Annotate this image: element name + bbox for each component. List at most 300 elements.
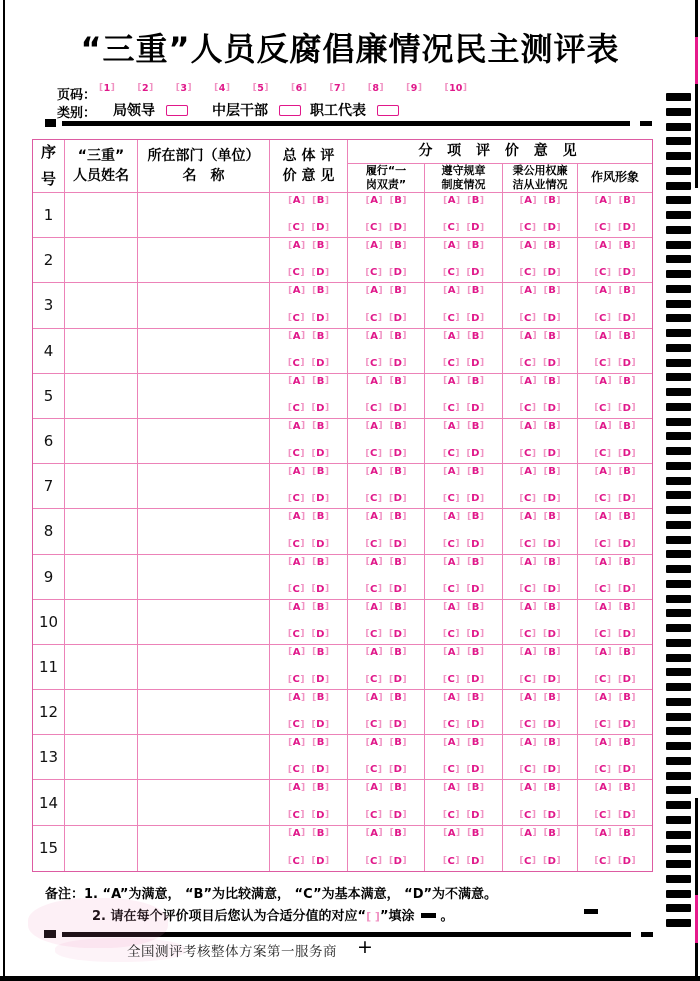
bubble-option-B[interactable]	[544, 648, 561, 658]
bubble-option-D[interactable]	[543, 449, 561, 459]
bubble-option-C[interactable]	[288, 857, 305, 867]
bubble-option-B[interactable]	[312, 512, 329, 522]
bubble-option-A[interactable]	[288, 422, 305, 432]
bubble-option-D[interactable]	[618, 857, 636, 867]
bubble-option-C[interactable]	[365, 314, 382, 324]
bubble-option-B[interactable]	[390, 648, 407, 658]
bubble-option-D[interactable]	[543, 720, 561, 730]
bubble-option-B[interactable]	[312, 241, 329, 251]
bubble-option-D[interactable]	[543, 585, 561, 595]
person-name-cell[interactable]	[65, 645, 138, 690]
bubble-option-D[interactable]	[543, 811, 561, 821]
bubble-option-D[interactable]	[467, 720, 485, 730]
bubble-option-B[interactable]	[544, 829, 561, 839]
bubble-option-D[interactable]	[389, 268, 407, 278]
page-bubble-6[interactable]	[291, 84, 307, 94]
bubble-option-C[interactable]	[443, 630, 460, 640]
bubble-option-A[interactable]	[366, 286, 383, 296]
person-name-cell[interactable]	[65, 464, 138, 509]
bubble-option-D[interactable]	[389, 359, 407, 369]
bubble-option-A[interactable]	[288, 558, 305, 568]
bubble-option-A[interactable]	[443, 332, 460, 342]
bubble-option-B[interactable]	[619, 196, 636, 206]
bubble-option-A[interactable]	[366, 829, 383, 839]
page-bubble-1[interactable]	[99, 84, 115, 94]
bubble-option-A[interactable]	[366, 377, 383, 387]
bubble-option-D[interactable]	[467, 314, 485, 324]
person-name-cell[interactable]	[65, 600, 138, 645]
bubble-option-C[interactable]	[365, 540, 382, 550]
bubble-option-D[interactable]	[389, 314, 407, 324]
bubble-option-A[interactable]	[595, 783, 612, 793]
bubble-option-B[interactable]	[544, 558, 561, 568]
bubble-option-A[interactable]	[520, 738, 537, 748]
bubble-option-C[interactable]	[594, 585, 611, 595]
bubble-option-A[interactable]	[595, 558, 612, 568]
bubble-option-C[interactable]	[288, 494, 305, 504]
bubble-option-C[interactable]	[519, 857, 536, 867]
category-option-bubble[interactable]	[377, 105, 399, 116]
bubble-option-D[interactable]	[543, 765, 561, 775]
bubble-option-C[interactable]	[594, 494, 611, 504]
bubble-option-D[interactable]	[543, 857, 561, 867]
bubble-option-A[interactable]	[443, 783, 460, 793]
bubble-option-A[interactable]	[595, 332, 612, 342]
bubble-option-D[interactable]	[389, 449, 407, 459]
bubble-option-B[interactable]	[312, 422, 329, 432]
bubble-option-B[interactable]	[544, 241, 561, 251]
bubble-option-A[interactable]	[366, 648, 383, 658]
bubble-option-A[interactable]	[595, 196, 612, 206]
bubble-option-B[interactable]	[312, 693, 329, 703]
bubble-option-D[interactable]	[312, 404, 330, 414]
page-bubble-9[interactable]	[406, 84, 422, 94]
bubble-option-A[interactable]	[595, 422, 612, 432]
bubble-option-D[interactable]	[543, 675, 561, 685]
bubble-option-A[interactable]	[366, 693, 383, 703]
bubble-option-A[interactable]	[520, 783, 537, 793]
bubble-option-B[interactable]	[467, 738, 484, 748]
bubble-option-C[interactable]	[288, 314, 305, 324]
bubble-option-A[interactable]	[443, 377, 460, 387]
bubble-option-C[interactable]	[365, 404, 382, 414]
bubble-option-D[interactable]	[312, 720, 330, 730]
bubble-option-C[interactable]	[288, 223, 305, 233]
bubble-option-D[interactable]	[467, 857, 485, 867]
bubble-option-B[interactable]	[312, 648, 329, 658]
bubble-option-C[interactable]	[288, 765, 305, 775]
page-bubble-3[interactable]	[176, 84, 192, 94]
person-name-cell[interactable]	[65, 509, 138, 554]
bubble-option-A[interactable]	[520, 467, 537, 477]
bubble-option-B[interactable]	[390, 286, 407, 296]
bubble-option-A[interactable]	[520, 558, 537, 568]
bubble-option-B[interactable]	[544, 603, 561, 613]
bubble-option-A[interactable]	[443, 422, 460, 432]
bubble-option-D[interactable]	[312, 857, 330, 867]
page-bubble-7[interactable]	[329, 84, 345, 94]
bubble-option-B[interactable]	[619, 286, 636, 296]
bubble-option-C[interactable]	[288, 811, 305, 821]
bubble-option-C[interactable]	[594, 720, 611, 730]
page-bubble-8[interactable]	[368, 84, 384, 94]
bubble-option-B[interactable]	[390, 512, 407, 522]
bubble-option-A[interactable]	[595, 693, 612, 703]
department-cell[interactable]	[138, 645, 270, 690]
department-cell[interactable]	[138, 735, 270, 780]
bubble-option-C[interactable]	[519, 223, 536, 233]
person-name-cell[interactable]	[65, 419, 138, 464]
bubble-option-B[interactable]	[467, 467, 484, 477]
bubble-option-C[interactable]	[594, 675, 611, 685]
bubble-option-A[interactable]	[443, 196, 460, 206]
bubble-option-B[interactable]	[312, 286, 329, 296]
bubble-option-C[interactable]	[519, 359, 536, 369]
bubble-option-A[interactable]	[288, 332, 305, 342]
bubble-option-B[interactable]	[619, 648, 636, 658]
bubble-option-B[interactable]	[312, 332, 329, 342]
bubble-option-D[interactable]	[618, 404, 636, 414]
bubble-option-B[interactable]	[544, 467, 561, 477]
bubble-option-C[interactable]	[365, 675, 382, 685]
bubble-option-A[interactable]	[366, 512, 383, 522]
bubble-option-C[interactable]	[288, 449, 305, 459]
bubble-option-C[interactable]	[594, 359, 611, 369]
department-cell[interactable]	[138, 329, 270, 374]
bubble-option-C[interactable]	[288, 585, 305, 595]
bubble-option-A[interactable]	[288, 829, 305, 839]
bubble-option-B[interactable]	[467, 196, 484, 206]
bubble-option-C[interactable]	[594, 449, 611, 459]
bubble-option-A[interactable]	[366, 558, 383, 568]
bubble-option-D[interactable]	[312, 314, 330, 324]
bubble-option-B[interactable]	[467, 422, 484, 432]
bubble-option-D[interactable]	[467, 675, 485, 685]
bubble-option-D[interactable]	[618, 359, 636, 369]
bubble-option-B[interactable]	[467, 377, 484, 387]
bubble-option-A[interactable]	[595, 603, 612, 613]
bubble-option-B[interactable]	[312, 603, 329, 613]
bubble-option-C[interactable]	[288, 359, 305, 369]
bubble-option-B[interactable]	[544, 738, 561, 748]
bubble-option-B[interactable]	[619, 829, 636, 839]
bubble-option-A[interactable]	[366, 467, 383, 477]
bubble-option-C[interactable]	[365, 765, 382, 775]
bubble-option-D[interactable]	[543, 630, 561, 640]
bubble-option-D[interactable]	[312, 223, 330, 233]
bubble-option-C[interactable]	[365, 720, 382, 730]
bubble-option-D[interactable]	[467, 223, 485, 233]
bubble-option-B[interactable]	[467, 286, 484, 296]
bubble-option-B[interactable]	[619, 738, 636, 748]
bubble-option-C[interactable]	[519, 404, 536, 414]
bubble-option-D[interactable]	[312, 494, 330, 504]
person-name-cell[interactable]	[65, 329, 138, 374]
bubble-option-C[interactable]	[519, 268, 536, 278]
bubble-option-A[interactable]	[520, 196, 537, 206]
bubble-option-A[interactable]	[520, 603, 537, 613]
bubble-option-B[interactable]	[390, 558, 407, 568]
bubble-option-B[interactable]	[312, 829, 329, 839]
bubble-option-C[interactable]	[443, 314, 460, 324]
bubble-option-B[interactable]	[312, 558, 329, 568]
bubble-option-C[interactable]	[594, 268, 611, 278]
bubble-option-A[interactable]	[520, 332, 537, 342]
bubble-option-C[interactable]	[365, 811, 382, 821]
bubble-option-D[interactable]	[389, 720, 407, 730]
department-cell[interactable]	[138, 555, 270, 600]
bubble-option-B[interactable]	[467, 829, 484, 839]
bubble-option-A[interactable]	[443, 512, 460, 522]
bubble-option-D[interactable]	[389, 540, 407, 550]
bubble-option-B[interactable]	[619, 241, 636, 251]
bubble-option-A[interactable]	[520, 512, 537, 522]
bubble-option-B[interactable]	[544, 196, 561, 206]
bubble-option-B[interactable]	[544, 783, 561, 793]
bubble-option-D[interactable]	[389, 223, 407, 233]
bubble-option-D[interactable]	[312, 811, 330, 821]
bubble-option-D[interactable]	[312, 675, 330, 685]
bubble-option-D[interactable]	[618, 630, 636, 640]
bubble-option-A[interactable]	[443, 829, 460, 839]
bubble-option-A[interactable]	[443, 467, 460, 477]
bubble-option-C[interactable]	[365, 857, 382, 867]
bubble-option-D[interactable]	[312, 268, 330, 278]
bubble-option-C[interactable]	[288, 404, 305, 414]
bubble-option-A[interactable]	[520, 286, 537, 296]
bubble-option-D[interactable]	[543, 223, 561, 233]
bubble-option-D[interactable]	[312, 765, 330, 775]
person-name-cell[interactable]	[65, 283, 138, 328]
bubble-option-A[interactable]	[288, 241, 305, 251]
bubble-option-D[interactable]	[618, 268, 636, 278]
bubble-option-B[interactable]	[390, 603, 407, 613]
bubble-option-C[interactable]	[288, 630, 305, 640]
department-cell[interactable]	[138, 283, 270, 328]
bubble-option-C[interactable]	[365, 585, 382, 595]
bubble-option-D[interactable]	[389, 494, 407, 504]
bubble-option-C[interactable]	[365, 223, 382, 233]
bubble-option-B[interactable]	[544, 512, 561, 522]
bubble-option-C[interactable]	[519, 675, 536, 685]
bubble-option-A[interactable]	[443, 286, 460, 296]
bubble-option-C[interactable]	[519, 314, 536, 324]
bubble-option-C[interactable]	[594, 540, 611, 550]
bubble-option-A[interactable]	[366, 603, 383, 613]
bubble-option-A[interactable]	[595, 377, 612, 387]
bubble-option-C[interactable]	[594, 223, 611, 233]
bubble-option-A[interactable]	[595, 738, 612, 748]
bubble-option-B[interactable]	[544, 377, 561, 387]
bubble-option-C[interactable]	[443, 449, 460, 459]
department-cell[interactable]	[138, 374, 270, 419]
bubble-option-B[interactable]	[390, 783, 407, 793]
bubble-option-D[interactable]	[389, 857, 407, 867]
category-option-bubble[interactable]	[279, 105, 301, 116]
bubble-option-B[interactable]	[619, 332, 636, 342]
bubble-option-D[interactable]	[389, 675, 407, 685]
bubble-option-D[interactable]	[543, 268, 561, 278]
bubble-option-D[interactable]	[618, 765, 636, 775]
bubble-option-B[interactable]	[312, 467, 329, 477]
bubble-option-D[interactable]	[467, 585, 485, 595]
bubble-option-D[interactable]	[467, 540, 485, 550]
bubble-option-A[interactable]	[595, 648, 612, 658]
bubble-option-B[interactable]	[467, 648, 484, 658]
bubble-option-A[interactable]	[366, 196, 383, 206]
bubble-option-D[interactable]	[389, 765, 407, 775]
bubble-option-A[interactable]	[595, 512, 612, 522]
bubble-option-C[interactable]	[443, 494, 460, 504]
bubble-option-B[interactable]	[467, 558, 484, 568]
bubble-option-C[interactable]	[594, 630, 611, 640]
bubble-option-C[interactable]	[365, 630, 382, 640]
bubble-option-D[interactable]	[312, 359, 330, 369]
bubble-option-B[interactable]	[544, 422, 561, 432]
bubble-option-D[interactable]	[312, 449, 330, 459]
bubble-option-D[interactable]	[389, 404, 407, 414]
bubble-option-A[interactable]	[443, 738, 460, 748]
category-option-bubble[interactable]	[166, 105, 188, 116]
bubble-option-A[interactable]	[520, 377, 537, 387]
bubble-option-A[interactable]	[443, 241, 460, 251]
bubble-option-B[interactable]	[619, 693, 636, 703]
bubble-option-C[interactable]	[519, 811, 536, 821]
bubble-option-C[interactable]	[443, 359, 460, 369]
bubble-option-D[interactable]	[543, 404, 561, 414]
bubble-option-D[interactable]	[618, 494, 636, 504]
bubble-option-B[interactable]	[390, 241, 407, 251]
department-cell[interactable]	[138, 600, 270, 645]
bubble-option-A[interactable]	[443, 603, 460, 613]
bubble-option-C[interactable]	[288, 268, 305, 278]
bubble-option-C[interactable]	[443, 585, 460, 595]
bubble-option-B[interactable]	[619, 422, 636, 432]
department-cell[interactable]	[138, 464, 270, 509]
bubble-option-C[interactable]	[594, 314, 611, 324]
bubble-option-C[interactable]	[443, 720, 460, 730]
bubble-option-D[interactable]	[312, 630, 330, 640]
bubble-option-A[interactable]	[288, 286, 305, 296]
bubble-option-C[interactable]	[443, 268, 460, 278]
department-cell[interactable]	[138, 509, 270, 554]
bubble-option-A[interactable]	[443, 648, 460, 658]
bubble-option-B[interactable]	[467, 512, 484, 522]
bubble-option-C[interactable]	[365, 268, 382, 278]
bubble-option-D[interactable]	[618, 675, 636, 685]
bubble-option-D[interactable]	[312, 585, 330, 595]
bubble-option-C[interactable]	[443, 223, 460, 233]
bubble-option-C[interactable]	[519, 449, 536, 459]
bubble-option-C[interactable]	[443, 857, 460, 867]
bubble-option-D[interactable]	[467, 449, 485, 459]
bubble-option-A[interactable]	[520, 693, 537, 703]
person-name-cell[interactable]	[65, 238, 138, 283]
person-name-cell[interactable]	[65, 193, 138, 238]
bubble-option-A[interactable]	[520, 422, 537, 432]
bubble-option-C[interactable]	[443, 404, 460, 414]
bubble-option-A[interactable]	[595, 829, 612, 839]
bubble-option-A[interactable]	[595, 286, 612, 296]
bubble-option-A[interactable]	[443, 693, 460, 703]
bubble-option-C[interactable]	[519, 720, 536, 730]
bubble-option-B[interactable]	[619, 558, 636, 568]
bubble-option-C[interactable]	[288, 675, 305, 685]
bubble-option-A[interactable]	[520, 829, 537, 839]
bubble-option-D[interactable]	[389, 585, 407, 595]
bubble-option-B[interactable]	[544, 693, 561, 703]
bubble-option-B[interactable]	[544, 332, 561, 342]
bubble-option-D[interactable]	[467, 404, 485, 414]
bubble-option-C[interactable]	[594, 404, 611, 414]
person-name-cell[interactable]	[65, 374, 138, 419]
bubble-option-B[interactable]	[619, 377, 636, 387]
person-name-cell[interactable]	[65, 690, 138, 735]
department-cell[interactable]	[138, 419, 270, 464]
bubble-option-B[interactable]	[619, 512, 636, 522]
bubble-option-A[interactable]	[595, 467, 612, 477]
bubble-option-B[interactable]	[390, 422, 407, 432]
bubble-option-B[interactable]	[619, 467, 636, 477]
bubble-option-B[interactable]	[390, 332, 407, 342]
bubble-option-C[interactable]	[365, 494, 382, 504]
bubble-option-A[interactable]	[288, 377, 305, 387]
bubble-option-D[interactable]	[467, 630, 485, 640]
bubble-option-A[interactable]	[520, 648, 537, 658]
bubble-option-D[interactable]	[618, 720, 636, 730]
bubble-option-D[interactable]	[467, 268, 485, 278]
bubble-option-D[interactable]	[618, 314, 636, 324]
bubble-option-A[interactable]	[595, 241, 612, 251]
bubble-option-C[interactable]	[519, 630, 536, 640]
bubble-option-A[interactable]	[443, 558, 460, 568]
bubble-option-B[interactable]	[467, 693, 484, 703]
bubble-option-B[interactable]	[467, 783, 484, 793]
bubble-option-B[interactable]	[544, 286, 561, 296]
bubble-option-B[interactable]	[390, 467, 407, 477]
bubble-option-B[interactable]	[619, 603, 636, 613]
bubble-option-C[interactable]	[519, 494, 536, 504]
bubble-option-B[interactable]	[467, 332, 484, 342]
bubble-option-B[interactable]	[467, 603, 484, 613]
bubble-option-D[interactable]	[389, 630, 407, 640]
bubble-option-D[interactable]	[467, 494, 485, 504]
bubble-option-B[interactable]	[312, 738, 329, 748]
bubble-option-B[interactable]	[312, 783, 329, 793]
bubble-option-B[interactable]	[619, 783, 636, 793]
person-name-cell[interactable]	[65, 780, 138, 825]
bubble-option-D[interactable]	[543, 359, 561, 369]
bubble-option-C[interactable]	[443, 811, 460, 821]
person-name-cell[interactable]	[65, 826, 138, 871]
department-cell[interactable]	[138, 690, 270, 735]
department-cell[interactable]	[138, 780, 270, 825]
bubble-option-C[interactable]	[365, 359, 382, 369]
bubble-option-D[interactable]	[618, 540, 636, 550]
bubble-option-C[interactable]	[519, 765, 536, 775]
bubble-option-D[interactable]	[618, 585, 636, 595]
bubble-option-D[interactable]	[543, 540, 561, 550]
bubble-option-C[interactable]	[365, 449, 382, 459]
bubble-option-C[interactable]	[288, 540, 305, 550]
bubble-option-C[interactable]	[594, 811, 611, 821]
bubble-option-B[interactable]	[390, 693, 407, 703]
bubble-option-D[interactable]	[618, 811, 636, 821]
bubble-option-A[interactable]	[288, 603, 305, 613]
bubble-option-A[interactable]	[288, 196, 305, 206]
bubble-option-B[interactable]	[467, 241, 484, 251]
bubble-option-D[interactable]	[389, 811, 407, 821]
